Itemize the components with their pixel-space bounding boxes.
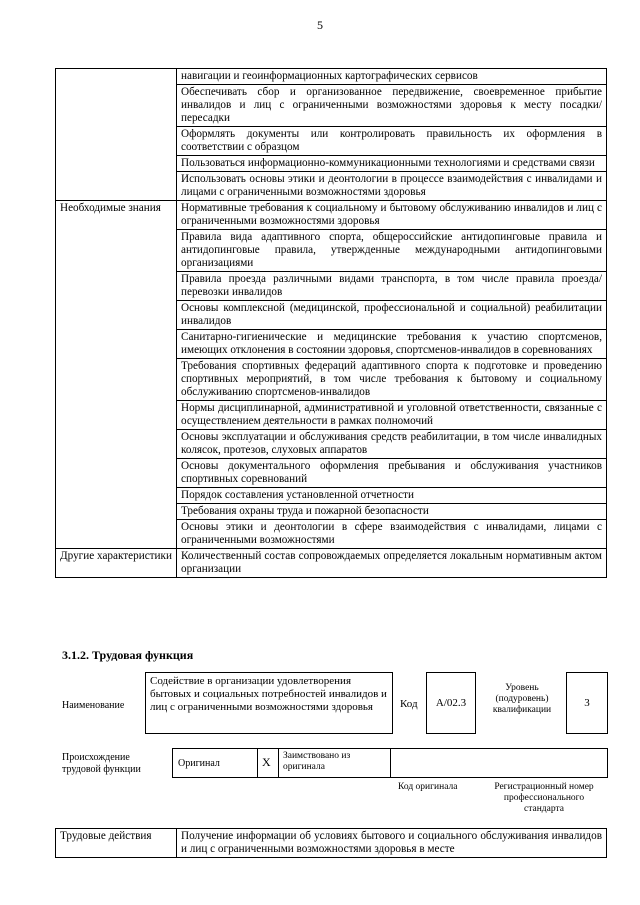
knowledge-cell: Порядок составления установленной отчетности bbox=[177, 488, 607, 504]
labor-actions-table bbox=[55, 828, 607, 858]
skills-knowledge-table bbox=[55, 68, 607, 578]
skill-cell: навигации и геоинформационных картографических сервисов bbox=[177, 69, 607, 85]
other-characteristics-label: Другие характеристики bbox=[56, 549, 177, 578]
name-label: Наименование bbox=[62, 700, 125, 711]
knowledge-cell: Основы эксплуатации и обслуживания средств реабилитации, в том числе инвалидных колясок, протезов, слуховых аппаратов bbox=[177, 430, 607, 459]
knowledge-cell: Нормативные требования к социальному и бытовому обслуживанию инвалидов и лиц с ограниченными возможностями здоровья bbox=[177, 201, 607, 230]
section-title: 3.1.2. Трудовая функция bbox=[62, 648, 194, 662]
other-characteristics-value: Количественный состав сопровождаемых определяется локальным нормативным актом организации bbox=[177, 549, 607, 578]
skill-cell: Пользоваться информационно-коммуникационными технологиями и средствами связи bbox=[177, 156, 607, 172]
code-label: Код bbox=[400, 698, 418, 710]
table-row bbox=[56, 829, 607, 858]
knowledge-cell: Требования спортивных федераций адаптивного спорта к подготовке и проведению спортивных мероприятий, в том числе требования к бытовому и социальному обслуживанию спортсменов-инвалидов bbox=[177, 359, 607, 401]
origin-divider bbox=[390, 748, 391, 778]
empty-label-cell bbox=[56, 69, 177, 201]
skill-cell: Обеспечивать сбор и организованное передвижение, своевременное прибытие инвалидов и лиц с ограниченными возможностями здоровья к месту посадки/пересадки bbox=[177, 85, 607, 127]
table-row bbox=[56, 69, 607, 85]
function-name-value: Содействие в организации удовлетворения бытовых и социальных потребностей инвалидов и лиц с ограниченными возможностями здоровья bbox=[145, 672, 393, 734]
knowledge-cell: Нормы дисциплинарной, административной и уголовной ответственности, связанные с осуществлением деятельности в рамках полномочий bbox=[177, 401, 607, 430]
original-label: Оригинал bbox=[178, 758, 220, 769]
knowledge-cell: Правила проезда различными видами транспорта, в том числе правила проезда/перевозки инвалидов bbox=[177, 272, 607, 301]
knowledge-cell: Санитарно-гигиенические и медицинские требования к участию спортсменов, имеющих отклонения в состоянии здоровья, спортсменов-инвалидов в соревнованиях bbox=[177, 330, 607, 359]
skill-cell: Оформлять документы или контролировать правильность их оформления в соответствии с образцом bbox=[177, 127, 607, 156]
code-value: А/02.3 bbox=[426, 672, 476, 734]
knowledge-cell: Основы этики и деонтологии в сфере взаимодействия с инвалидами, лицами с ограниченными возможностями bbox=[177, 520, 607, 549]
table-row bbox=[56, 201, 607, 230]
labor-actions-label: Трудовые действия bbox=[56, 829, 177, 858]
labor-actions-value: Получение информации об условиях бытового и социального обслуживания инвалидов и лиц с ограниченными возможностями здоровья в месте bbox=[177, 829, 607, 858]
level-label: Уровень (подуровень) квалификации bbox=[492, 683, 552, 715]
code-original-caption: Код оригинала bbox=[398, 782, 458, 792]
table-row bbox=[56, 549, 607, 578]
page-number: 5 bbox=[317, 18, 323, 32]
knowledge-cell: Требования охраны труда и пожарной безопасности bbox=[177, 504, 607, 520]
knowledge-cell: Правила вида адаптивного спорта, общероссийские антидопинговые правила и антидопинговые правила, утвержденные международными антидопинговыми организациями bbox=[177, 230, 607, 272]
borrowed-label: Заимствовано из оригинала bbox=[283, 751, 351, 772]
knowledge-label: Необходимые знания bbox=[56, 201, 177, 549]
reg-number-caption: Регистрационный номер профессионального стандарта bbox=[494, 782, 594, 814]
level-value: 3 bbox=[566, 672, 608, 734]
origin-label: Происхождение трудовой функции bbox=[62, 752, 141, 775]
skill-cell: Использовать основы этики и деонтологии в процессе взаимодействия с инвалидами и лицами с ограниченными возможностями здоровья bbox=[177, 172, 607, 201]
knowledge-cell: Основы документального оформления пребывания и обслуживания участников спортивных соревнований bbox=[177, 459, 607, 488]
knowledge-cell: Основы комплексной (медицинской, профессиональной и социальной) реабилитации инвалидов bbox=[177, 301, 607, 330]
original-mark: X bbox=[262, 755, 271, 769]
